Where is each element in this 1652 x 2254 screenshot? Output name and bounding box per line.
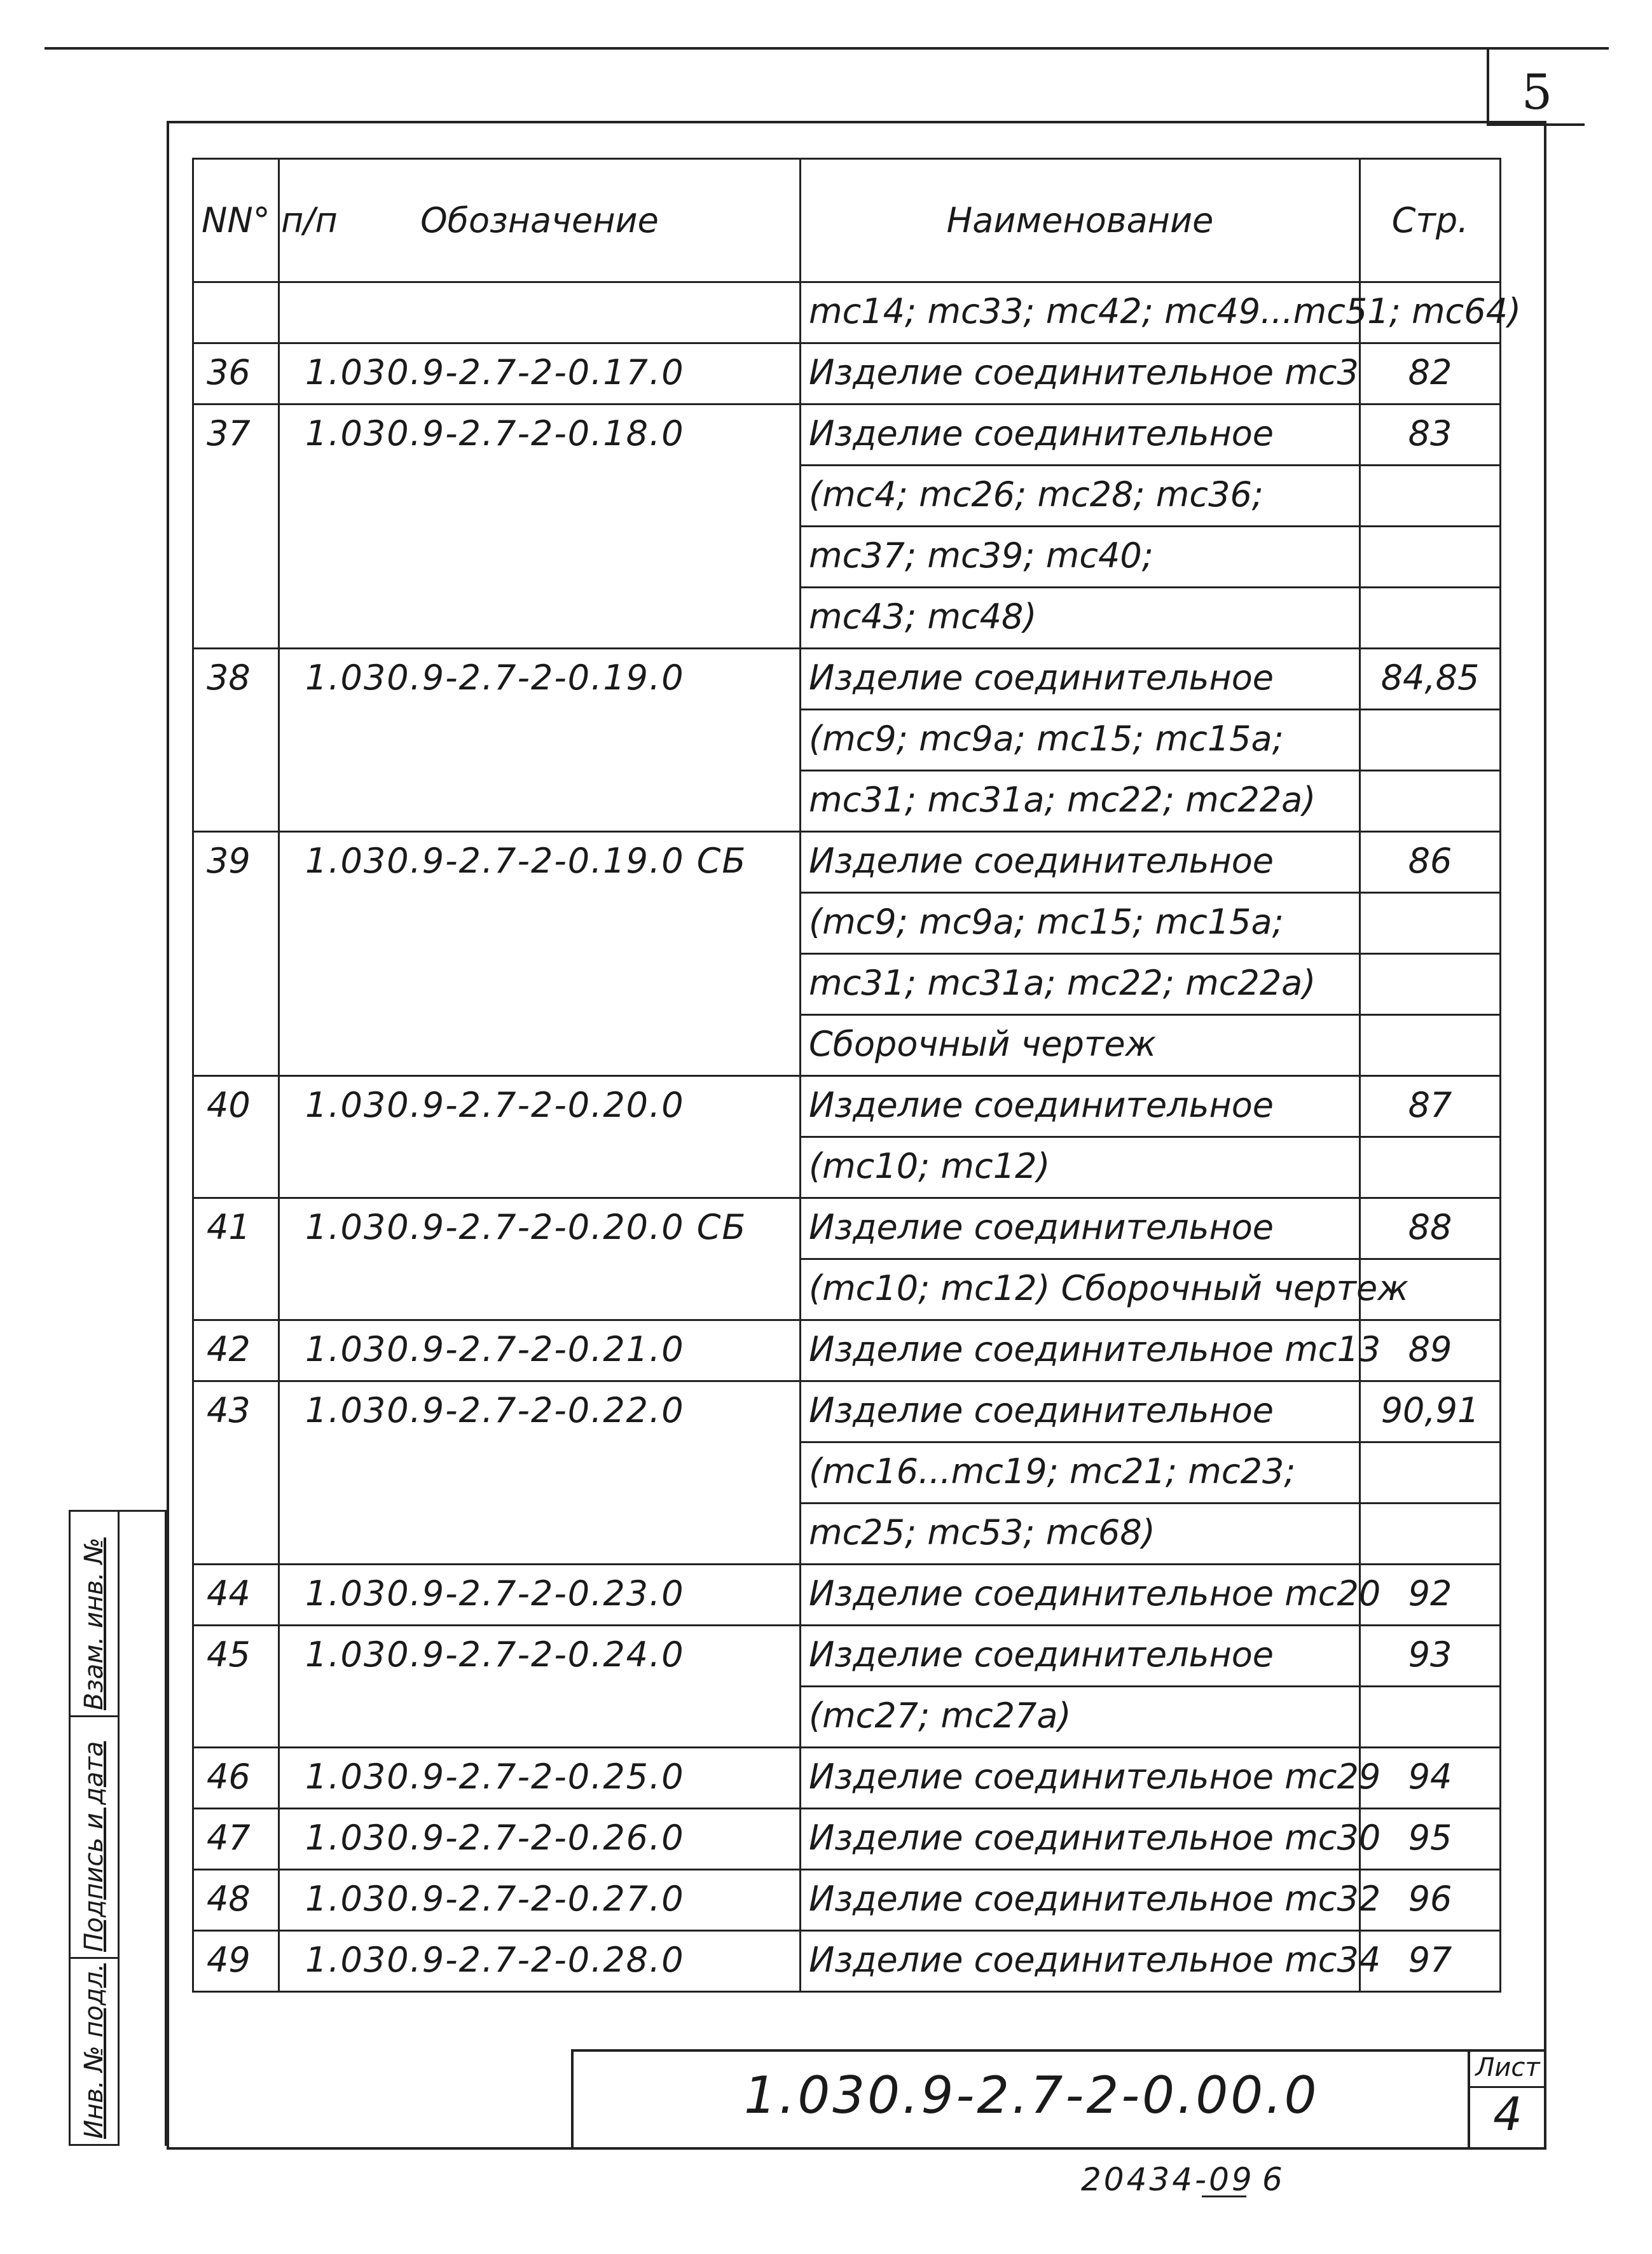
table-row bbox=[193, 343, 1501, 404]
cell-page bbox=[1360, 1442, 1501, 1504]
cell-page: 84,85 bbox=[1360, 649, 1501, 710]
cell-designation bbox=[279, 282, 801, 343]
cell-name: Изделие соединительное bbox=[801, 1626, 1360, 1687]
cell-page bbox=[1360, 710, 1501, 771]
cell-designation: 1.030.9-2.7-2-0.20.0 bbox=[279, 1076, 801, 1137]
cell-designation: 1.030.9-2.7-2-0.19.0 СБ bbox=[279, 832, 801, 893]
cell-designation bbox=[279, 1015, 801, 1076]
cell-number bbox=[193, 710, 279, 771]
cell-name: Изделие соединительное bbox=[801, 649, 1360, 710]
table-row bbox=[193, 1504, 1501, 1565]
cell-number: 39 bbox=[193, 832, 279, 893]
cell-designation: 1.030.9-2.7-2-0.18.0 bbox=[279, 404, 801, 466]
document-code: 1.030.9-2.7-2-0.00.0 bbox=[744, 2066, 1319, 2125]
cell-name: Изделие соединительное mc13 bbox=[801, 1320, 1360, 1381]
cell-number: 42 bbox=[193, 1320, 279, 1381]
cell-page bbox=[1360, 1504, 1501, 1565]
cell-number bbox=[193, 1442, 279, 1504]
cell-name: Изделие соединительное mc32 bbox=[801, 1870, 1360, 1931]
cell-page bbox=[1360, 1015, 1501, 1076]
table-row bbox=[193, 1137, 1501, 1198]
header-page: Стр. bbox=[1360, 159, 1501, 282]
sheet-number: 4 bbox=[1493, 2087, 1522, 2141]
cell-designation bbox=[279, 588, 801, 649]
cell-name: Изделие соединительное bbox=[801, 832, 1360, 893]
cell-page bbox=[1360, 466, 1501, 527]
cell-number: 49 bbox=[193, 1931, 279, 1992]
cell-name: Изделие соединительное mc20 bbox=[801, 1565, 1360, 1626]
table-row bbox=[193, 404, 1501, 466]
cell-number bbox=[193, 954, 279, 1015]
cell-designation bbox=[279, 1137, 801, 1198]
cell-name: mc31; mc31a; mc22; mc22a) bbox=[801, 954, 1360, 1015]
cell-name: Изделие соединительное mc29 bbox=[801, 1748, 1360, 1809]
side-cell-inventory bbox=[71, 1957, 118, 2144]
cell-designation bbox=[279, 1687, 801, 1748]
header-number: NN° п/п bbox=[193, 159, 279, 282]
table-row bbox=[193, 832, 1501, 893]
cell-number: 44 bbox=[193, 1565, 279, 1626]
cell-designation bbox=[279, 466, 801, 527]
cell-page bbox=[1360, 954, 1501, 1015]
table-row bbox=[193, 1748, 1501, 1809]
cell-number bbox=[193, 466, 279, 527]
cell-designation: 1.030.9-2.7-2-0.26.0 bbox=[279, 1809, 801, 1870]
table-row bbox=[193, 466, 1501, 527]
cell-name: Сборочный чертеж bbox=[801, 1015, 1360, 1076]
cell-number bbox=[193, 1137, 279, 1198]
table-row bbox=[193, 1076, 1501, 1137]
side-stamp bbox=[69, 1510, 120, 2146]
cell-number: 47 bbox=[193, 1809, 279, 1870]
table-row bbox=[193, 1687, 1501, 1748]
table-row bbox=[193, 1870, 1501, 1931]
table-row bbox=[193, 1015, 1501, 1076]
cell-designation: 1.030.9-2.7-2-0.19.0 bbox=[279, 649, 801, 710]
cell-page bbox=[1360, 588, 1501, 649]
cell-page bbox=[1360, 771, 1501, 832]
cell-designation bbox=[279, 527, 801, 588]
header-name: Наименование bbox=[801, 159, 1360, 282]
cell-designation: 1.030.9-2.7-2-0.28.0 bbox=[279, 1931, 801, 1992]
cell-name: Изделие соединительное bbox=[801, 404, 1360, 466]
header-designation: Обозначение bbox=[279, 159, 801, 282]
cell-page bbox=[1360, 1137, 1501, 1198]
cell-page: 95 bbox=[1360, 1809, 1501, 1870]
archive-suffix: 6 bbox=[1262, 2161, 1283, 2198]
cell-page: 86 bbox=[1360, 832, 1501, 893]
table-body bbox=[193, 282, 1522, 1992]
cell-page: 92 bbox=[1360, 1565, 1501, 1626]
table-row bbox=[193, 893, 1501, 954]
cell-name: (mc10; mc12) bbox=[801, 1137, 1360, 1198]
page-number: 5 bbox=[1521, 64, 1553, 120]
cell-name: Изделие соединительное bbox=[801, 1198, 1360, 1259]
cell-designation bbox=[279, 1259, 801, 1320]
cell-number bbox=[193, 527, 279, 588]
cell-designation bbox=[279, 771, 801, 832]
cell-designation: 1.030.9-2.7-2-0.21.0 bbox=[279, 1320, 801, 1381]
side-label-replacement: Взам. инв. № bbox=[79, 1537, 109, 1710]
cell-designation: 1.030.9-2.7-2-0.24.0 bbox=[279, 1626, 801, 1687]
cell-page: 82 bbox=[1360, 343, 1501, 404]
table-row bbox=[193, 527, 1501, 588]
cell-designation: 1.030.9-2.7-2-0.25.0 bbox=[279, 1748, 801, 1809]
cell-designation bbox=[279, 710, 801, 771]
cell-designation bbox=[279, 1504, 801, 1565]
cell-designation: 1.030.9-2.7-2-0.20.0 СБ bbox=[279, 1198, 801, 1259]
table-row bbox=[193, 1931, 1501, 1992]
table-row bbox=[193, 954, 1501, 1015]
cell-name: (mc10; mc12) Сборочный чертеж bbox=[801, 1259, 1360, 1320]
table-row bbox=[193, 771, 1501, 832]
cell-name: (mc9; mc9a; mc15; mc15a; bbox=[801, 710, 1360, 771]
cell-name: (mc16...mc19; mc21; mc23; bbox=[801, 1442, 1360, 1504]
table-header-row bbox=[193, 159, 1501, 282]
cell-page bbox=[1360, 893, 1501, 954]
cell-name: (mc9; mc9a; mc15; mc15a; bbox=[801, 893, 1360, 954]
cell-name: mc25; mc53; mc68) bbox=[801, 1504, 1360, 1565]
table-row bbox=[193, 1320, 1501, 1381]
table-row bbox=[193, 1626, 1501, 1687]
cell-designation: 1.030.9-2.7-2-0.23.0 bbox=[279, 1565, 801, 1626]
cell-page: 88 bbox=[1360, 1198, 1501, 1259]
cell-page bbox=[1360, 1687, 1501, 1748]
side-cell-replacement bbox=[71, 1512, 118, 1717]
cell-page: 94 bbox=[1360, 1748, 1501, 1809]
side-label-signature: Подпись и дата bbox=[79, 1741, 109, 1952]
cell-number bbox=[193, 771, 279, 832]
table-row bbox=[193, 588, 1501, 649]
cell-number: 41 bbox=[193, 1198, 279, 1259]
cell-designation bbox=[279, 1442, 801, 1504]
cell-page: 83 bbox=[1360, 404, 1501, 466]
cell-name: (mc4; mc26; mc28; mc36; bbox=[801, 466, 1360, 527]
side-label-inventory: Инв. № подл. bbox=[79, 1963, 109, 2139]
cell-designation: 1.030.9-2.7-2-0.17.0 bbox=[279, 343, 801, 404]
table-row bbox=[193, 1259, 1501, 1320]
table-row bbox=[193, 1381, 1501, 1442]
table-row bbox=[193, 1565, 1501, 1626]
cell-page: 87 bbox=[1360, 1076, 1501, 1137]
cell-name: Изделие соединительное mc3 bbox=[801, 343, 1360, 404]
side-stamp-blank-column bbox=[120, 1510, 167, 2146]
cell-name: mc14; mc33; mc42; mc49...mc51; mc64) bbox=[801, 282, 1360, 343]
cell-name: Изделие соединительное mc30 bbox=[801, 1809, 1360, 1870]
cell-number bbox=[193, 588, 279, 649]
cell-number: 46 bbox=[193, 1748, 279, 1809]
archive-number: 20434-09 bbox=[1081, 2161, 1255, 2198]
cell-number bbox=[193, 1504, 279, 1565]
cell-number bbox=[193, 1687, 279, 1748]
cell-page: 97 bbox=[1360, 1931, 1501, 1992]
cell-number bbox=[193, 1015, 279, 1076]
top-border-line bbox=[45, 47, 1609, 50]
table-row bbox=[193, 710, 1501, 771]
cell-page: 96 bbox=[1360, 1870, 1501, 1931]
cell-name: mc31; mc31a; mc22; mc22a) bbox=[801, 771, 1360, 832]
cell-name: Изделие соединительное mc34 bbox=[801, 1931, 1360, 1992]
side-cell-signature bbox=[71, 1715, 118, 1959]
sheet-label: Лист bbox=[1470, 2049, 1545, 2088]
cell-number: 45 bbox=[193, 1626, 279, 1687]
table-row bbox=[193, 1442, 1501, 1504]
cell-page bbox=[1360, 527, 1501, 588]
table-row bbox=[193, 1809, 1501, 1870]
cell-number: 43 bbox=[193, 1381, 279, 1442]
cell-number: 37 bbox=[193, 404, 279, 466]
archive-underline bbox=[1202, 2195, 1246, 2197]
cell-designation: 1.030.9-2.7-2-0.22.0 bbox=[279, 1381, 801, 1442]
specification-table bbox=[192, 158, 1522, 1993]
cell-number: 38 bbox=[193, 649, 279, 710]
cell-designation: 1.030.9-2.7-2-0.27.0 bbox=[279, 1870, 801, 1931]
cell-page: 93 bbox=[1360, 1626, 1501, 1687]
cell-designation bbox=[279, 954, 801, 1015]
cell-name: mc43; mc48) bbox=[801, 588, 1360, 649]
cell-number: 36 bbox=[193, 343, 279, 404]
table-row bbox=[193, 649, 1501, 710]
cell-designation bbox=[279, 893, 801, 954]
cell-name: Изделие соединительное bbox=[801, 1076, 1360, 1137]
cell-page: 90,91 bbox=[1360, 1381, 1501, 1442]
cell-number: 40 bbox=[193, 1076, 279, 1137]
cell-page: 89 bbox=[1360, 1320, 1501, 1381]
table-row bbox=[193, 1198, 1501, 1259]
cell-number: 48 bbox=[193, 1870, 279, 1931]
table-row bbox=[193, 282, 1501, 343]
cell-name: Изделие соединительное bbox=[801, 1381, 1360, 1442]
cell-name: (mc27; mc27a) bbox=[801, 1687, 1360, 1748]
cell-number bbox=[193, 893, 279, 954]
cell-number bbox=[193, 282, 279, 343]
cell-number bbox=[193, 1259, 279, 1320]
cell-name: mc37; mc39; mc40; bbox=[801, 527, 1360, 588]
